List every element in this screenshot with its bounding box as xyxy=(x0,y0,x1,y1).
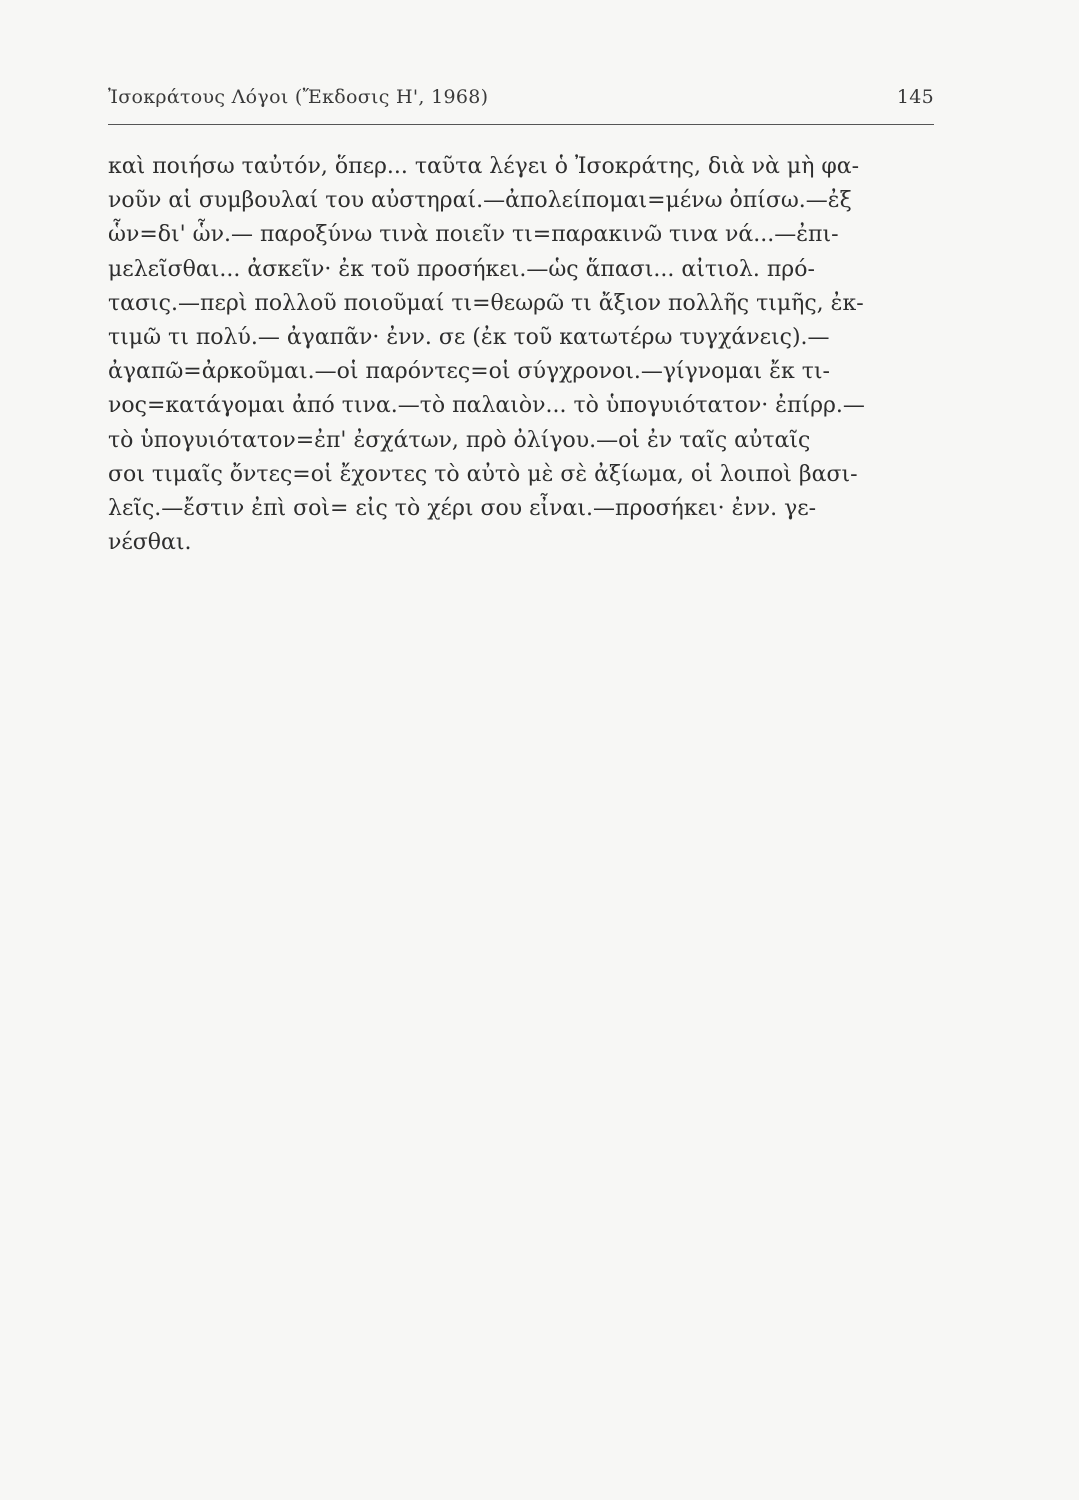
text-line: ἀγαπῶ=ἀρκοῦμαι.—οἱ παρόντες=οἱ σύγχρονοι.—γίγνομαι ἔκ τι- xyxy=(108,359,830,385)
commentary-text xyxy=(108,150,948,560)
text-line: τιμῶ τι πολύ.— ἀγαπᾶν· ἐνν. σε (ἐκ τοῦ κατωτέρω τυγχάνεις).— xyxy=(108,324,830,350)
text-line: καὶ ποιήσω ταὐτόν, ὅπερ... ταῦτα λέγει ὁ Ἰσοκράτης, διὰ νὰ μὴ φα- xyxy=(108,154,860,179)
text-line: νος=κατάγομαι ἀπό τινα.—τὸ παλαιὸν... τὸ ὑπογυιότατον· ἐπίρρ.— xyxy=(108,393,865,419)
page-header xyxy=(108,86,934,114)
text-line: τασις.—περὶ πολλοῦ ποιοῦμαί τι=θεωρῶ τι ἄξιον πολλῆς τιμῆς, ἐκ- xyxy=(108,290,864,316)
text-line: λεῖς.—ἔστιν ἐπὶ σοὶ= εἰς τὸ χέρι σου εἶναι.—προσήκει· ἐνν. γε- xyxy=(108,495,817,521)
text-line: σοι τιμαῖς ὄντες=οἱ ἔχοντες τὸ αὐτὸ μὲ σὲ ἀξίωμα, οἱ λοιποὶ βασι- xyxy=(108,461,858,487)
text-line: νοῦν αἱ συμβουλαί του αὐστηραί.—ἀπολείπομαι=μένω ὀπίσω.—ἐξ xyxy=(108,188,852,214)
text-line: ὧν=δι' ὧν.— παροξύνω τινὰ ποιεῖν τι=παρακινῶ τινα νά...—ἐπι- xyxy=(108,222,839,248)
header-rule xyxy=(108,124,934,125)
text-line: νέσθαι. xyxy=(108,530,192,556)
page-number: 145 xyxy=(896,86,934,108)
text-line: μελεῖσθαι... ἀσκεῖν· ἐκ τοῦ προσήκει.—ὡς ἅπασι... αἰτιολ. πρό- xyxy=(108,256,815,282)
running-title: Ἰσοκράτους Λόγοι (Ἔκδοσις Η', 1968) xyxy=(108,86,489,108)
text-line: τὸ ὑπογυιότατον=ἐπ' ἐσχάτων, πρὸ ὀλίγου.—οἱ ἐν ταῖς αὐταῖς xyxy=(108,427,811,453)
